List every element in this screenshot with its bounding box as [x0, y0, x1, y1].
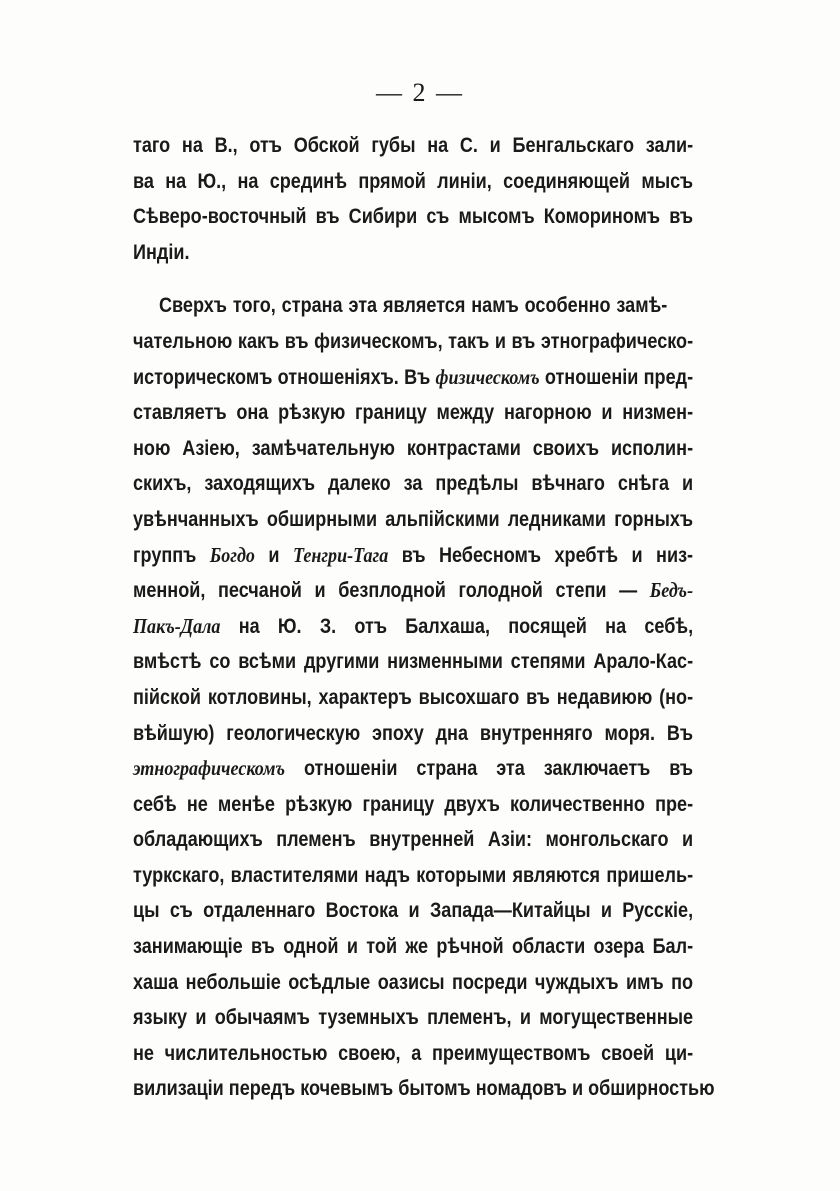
italic-term: физическомъ [435, 364, 540, 389]
line-text: менной, песчаной и безплодной голодной степи — [133, 579, 650, 603]
italic-term: Богдо [209, 542, 255, 567]
text-line [133, 288, 693, 324]
text-line [133, 1000, 693, 1036]
line-text: въ Небесномъ хребтѣ и низ- [388, 543, 694, 567]
line-text: вѣйшую) геологическую эпоху дна внутренняго моря. Въ [133, 721, 694, 745]
text-line [133, 466, 693, 502]
line-text: ва на Ю., на срединѣ прямой линіи, соединяющей мысъ [133, 169, 694, 193]
text-line [133, 965, 693, 1001]
page-number: — 2 — [376, 78, 464, 107]
italic-term: Пакъ-Дала [133, 613, 221, 638]
text-line [133, 395, 693, 431]
line-text: отношеніи страна эта заключаетъ въ [285, 757, 694, 781]
text-line [133, 644, 693, 680]
text-line [133, 573, 693, 609]
line-text: обладающихъ племенъ внутренней Азіи: монгольскаго и [133, 828, 694, 852]
text-line [133, 164, 693, 200]
text-line [133, 235, 693, 271]
line-text: историческомъ отношеніяхъ. Въ [133, 365, 436, 389]
text-line [133, 324, 693, 360]
line-text: вилизаціи передъ кочевымъ бытомъ номадовъ и обширностью [133, 1077, 715, 1101]
line-text: Индіи. [133, 240, 190, 264]
text-line [133, 609, 693, 645]
line-text: пійской котловины, характеръ высохшаго въ недавиюю (но- [133, 685, 694, 709]
text-line [133, 787, 693, 823]
text-line [133, 1036, 693, 1072]
line-text: отношеніи пред- [539, 365, 694, 389]
paragraph-gap [133, 270, 693, 288]
line-text: вмѣстѣ со всѣми другими низменными степями Арало-Кас- [133, 650, 694, 674]
line-text: хаша небольшіе осѣдлые оазисы посреди чуждыхъ имъ по [133, 970, 694, 994]
text-line [133, 822, 693, 858]
line-text: языку и обычаямъ туземныхъ племенъ, и могущественные [133, 1006, 694, 1030]
line-text: Сверхъ того, страна эта является намъ особенно замѣ- [159, 294, 668, 318]
line-text: чательною какъ въ физическомъ, такъ и въ этнографическо- [133, 329, 694, 353]
body-text [133, 128, 715, 1107]
text-line [133, 199, 693, 235]
line-text: ною Азіею, замѣчательную контрастами своихъ исполин- [133, 436, 694, 460]
text-line [133, 538, 693, 574]
text-line [133, 893, 693, 929]
line-text: ставляетъ она рѣзкую границу между нагорною и низмен- [133, 401, 694, 425]
text-line [133, 929, 693, 965]
line-text: таго на В., отъ Обской губы на С. и Бенгальскаго зали- [133, 134, 694, 157]
line-text: скихъ, заходящихъ далеко за предѣлы вѣчнаго снѣга и [133, 472, 694, 496]
line-text: Сѣверо-восточный въ Сибири съ мысомъ Комориномъ въ [133, 205, 694, 229]
text-line [133, 751, 693, 787]
italic-term: Бедъ- [649, 578, 694, 603]
text-line [133, 128, 693, 164]
line-text: цы съ отдаленнаго Востока и Запада—Китайцы и Русскіе, [133, 899, 694, 923]
line-text: группъ [133, 543, 210, 567]
text-line [133, 716, 693, 752]
line-text: на Ю. З. отъ Балхаша, посящей на себѣ, [220, 614, 694, 638]
line-text: и [254, 543, 293, 567]
line-text: увѣнчанныхъ обширными альпійскими ледниками горныхъ [133, 507, 694, 531]
text-line [133, 680, 693, 716]
text-line [133, 1071, 715, 1107]
text-line [133, 502, 693, 538]
italic-term: Тенгри-Тага [292, 542, 389, 567]
text-line [133, 431, 693, 467]
italic-term: этнографическомъ [133, 756, 286, 781]
text-line [133, 858, 693, 894]
text-line [133, 360, 693, 396]
line-text: себѣ не менѣе рѣзкую границу двухъ количественно пре- [133, 792, 694, 816]
line-text: не числительностью своею, а преимуществомъ своей ци- [133, 1041, 694, 1065]
line-text: туркскаго, властителями надъ которыми являются пришель- [133, 863, 694, 887]
line-text: занимающіе въ одной и той же рѣчной области озера Бал- [133, 935, 694, 959]
